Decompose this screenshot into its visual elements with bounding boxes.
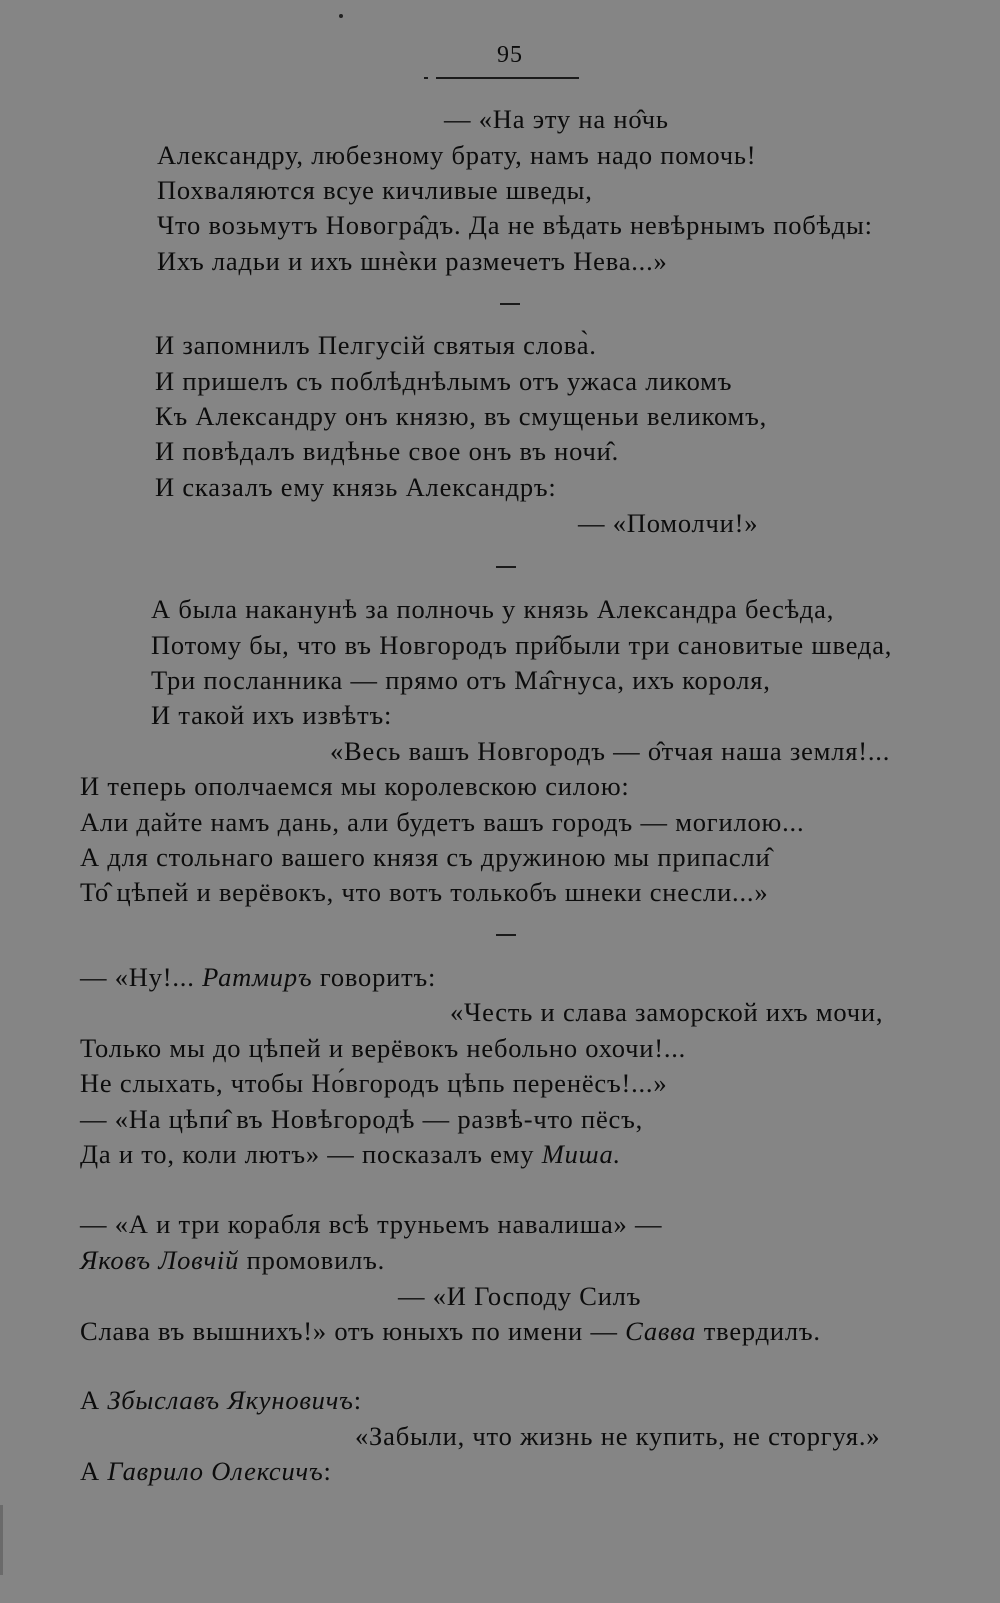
verse-text: говоритъ: (312, 962, 437, 992)
verse-line: И сказалъ ему князь Александръ: (155, 472, 557, 502)
verse-line: «Честь и слава заморской ихъ мочи, (450, 997, 884, 1027)
verse-line (80, 1139, 621, 1169)
verse-line (80, 1385, 362, 1415)
verse-line: — «И Господу Силъ (398, 1281, 642, 1311)
ink-speck (339, 14, 343, 18)
verse-line: Потому бы, что въ Новгородъ при̂были три сановитые шведа, (151, 630, 893, 660)
verse-line: «Весь вашъ Новгородъ — о̂тчая наша земля!... (330, 736, 891, 766)
verse-text: — «Ну!... (80, 962, 203, 992)
verse-line: А для стольнаго вашего князя съ дружиною мы припасли̂ (80, 842, 771, 872)
page-edge-mark (0, 1505, 3, 1575)
page-number: 95 (497, 42, 523, 68)
verse-text: А (80, 1385, 108, 1415)
verse-line: — «Помолчи!» (578, 508, 759, 538)
section-separator (500, 303, 520, 305)
verse-line: Что возьмутъ Новогра̂дъ. Да не вѣдать невѣрнымъ побѣды: (157, 210, 873, 240)
verse-text: твердилъ. (696, 1316, 821, 1346)
section-separator (496, 934, 516, 936)
verse-text: А (80, 1456, 108, 1486)
verse-line (80, 1316, 821, 1346)
speaker-name: Савва (625, 1316, 697, 1346)
verse-line: Александру, любезному брату, намъ надо помочь! (157, 140, 757, 170)
verse-line: И такой ихъ извѣтъ: (151, 700, 393, 730)
section-separator (496, 566, 516, 568)
verse-text: : (353, 1385, 362, 1415)
verse-line: Не слыхать, чтобы Но́вгородъ цѣпь перенёсъ!...» (80, 1068, 668, 1098)
verse-line: Три посланника — прямо отъ Ма̂гнуса, ихъ короля, (151, 665, 771, 695)
speaker-name: Ратмиръ (202, 962, 313, 992)
verse-line: Ихъ ладьи и ихъ шнѐки размечетъ Нева...» (157, 246, 668, 276)
verse-line: И пришелъ съ поблѣднѣлымъ отъ ужаса ликомъ (155, 366, 733, 396)
speaker-name: Яковъ Ловчій (80, 1245, 240, 1275)
verse-line: И теперь ополчаемся мы королевскою силою: (80, 771, 630, 801)
verse-text: : (323, 1456, 332, 1486)
verse-line: — «На цѣпи̂ въ Новѣгородѣ — развѣ-что пёсъ, (80, 1104, 644, 1134)
speaker-name: Збыславъ Якуновичъ (107, 1385, 354, 1415)
verse-line: «Забыли, что жизнь не купить, не сторгуя.» (355, 1421, 881, 1451)
verse-line: — «А и три корабля всѣ труньемъ навалиша» — (80, 1209, 663, 1239)
verse-line: Али дайте намъ дань, али будетъ вашъ городъ — могилою... (80, 807, 805, 837)
verse-line (80, 962, 436, 992)
verse-text: Да и то, коли лютъ» — посказалъ ему (80, 1139, 542, 1169)
verse-text: Слава въ вышнихъ!» отъ юныхъ по имени — (80, 1316, 626, 1346)
speaker-name: Гаврило Олексичъ (107, 1456, 324, 1486)
verse-line: И запомнилъ Пелгусій святыя слова̀. (155, 330, 597, 360)
verse-line (80, 1456, 332, 1486)
verse-line: Только мы до цѣпей и верёвокъ небольно охочи!... (80, 1033, 687, 1063)
header-rule (436, 77, 579, 79)
speaker-name: Миша. (541, 1139, 621, 1169)
verse-line: А была наканунѣ за полночь у князь Александра бесѣда, (151, 594, 835, 624)
verse-line: Къ Александру онъ князю, въ смущеньи великомъ, (155, 401, 768, 431)
verse-line: — «На эту на но̂чь (444, 104, 669, 134)
verse-line: И повѣдалъ видѣнье свое онъ въ ночи̂. (155, 436, 620, 466)
verse-line: Похваляются всуе кичливые шведы, (157, 175, 593, 205)
verse-line: То̂ цѣпей и верёвокъ, что вотъ толькобъ шнеки снесли...» (80, 877, 769, 907)
verse-text: промовилъ. (239, 1245, 386, 1275)
verse-line (80, 1245, 385, 1275)
